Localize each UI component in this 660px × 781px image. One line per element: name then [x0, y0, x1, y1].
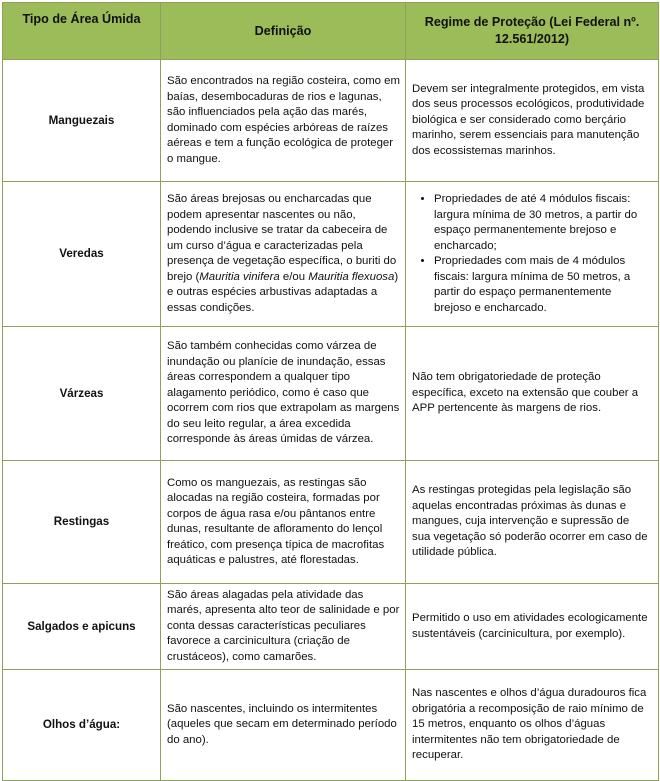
regime-bullet-list	[412, 192, 648, 316]
table-row	[3, 670, 659, 781]
regime-bullet: • Propriedades de até 4 módulos fiscais: largura mínima de 30 metros, a partir do espaço permanentemente brejoso e encharcado;	[434, 192, 648, 254]
definition-cell: São áreas alagadas pela atividade das marés, apresenta alto teor de salinidade e por conta dessas características peculiares favorece a carcinicultura (criação de crustáceos), como camarões.	[161, 584, 406, 670]
definition-cell: São nascentes, incluindo os intermitentes (aqueles que secam em determinado período do ano).	[161, 670, 406, 781]
header-protection-regime: Regime de Proteção (Lei Federal nº. 12.561/2012)	[406, 3, 659, 60]
table-row	[3, 327, 659, 461]
species-name: Mauritia vinifera	[199, 270, 280, 283]
definition-cell: Como os manguezais, as restingas são alocadas na região costeira, formadas por corpos de água rasa e/ou pântanos entre dunas, resultante de afloramento do lençol freático, com presença típica de macrofitas aquáticas e palustres, até florestadas.	[161, 461, 406, 584]
definition-cell	[161, 182, 406, 327]
definition-cell: São também conhecidas como várzea de inundação ou planície de inundação, essas áreas correspondem a qualquer tipo alagamento periódico, como é caso que ocorrem com rios que extrapolam as margens do seu leito regular, a área excedida corresponde às áreas úmidas de várzea.	[161, 327, 406, 461]
wetland-type-cell: Várzeas	[3, 327, 161, 461]
species-name: Mauritia flexuosa	[308, 270, 395, 283]
definition-cell: São encontrados na região costeira, como em baías, desembocaduras de rios e lagunas, são influenciados pela ação das marés, dominado com espécies arbóreas de raízes aéreas e tem a função ecológica de proteger o mangue.	[161, 60, 406, 182]
header-definition: Definição	[161, 3, 406, 60]
wetlands-table	[2, 2, 659, 781]
header-wetland-type: Tipo de Área Úmida	[3, 3, 161, 60]
wetland-type-cell: Olhos d’água:	[3, 670, 161, 781]
definition-text: ) e outras espécies arbustivas adaptadas a essas condições.	[167, 270, 399, 314]
wetland-type-cell: Salgados e apicuns	[3, 584, 161, 670]
table-row	[3, 584, 659, 670]
table-body	[3, 60, 659, 781]
regime-cell: Permitido o uso em atividades ecologicamente sustentáveis (carcinicultura, por exemplo).	[406, 584, 659, 670]
table-header	[3, 3, 659, 60]
table-row	[3, 461, 659, 584]
regime-bullet: • Propriedades com mais de 4 módulos fiscais: largura mínima de 50 metros, a partir do espaço permanentemente brejoso e encharcado.	[434, 254, 648, 316]
table-row	[3, 60, 659, 182]
definition-text: e/ou	[279, 270, 309, 283]
table-row	[3, 182, 659, 327]
header-row	[3, 3, 659, 60]
regime-cell: Devem ser integralmente protegidos, em vista dos seus processos ecológicos, produtividade biológica e ser considerado como berçário marinho, serem essenciais para manutenção dos ecossistemas marinhos.	[406, 60, 659, 182]
regime-cell: Não tem obrigatoriedade de proteção específica, exceto na extensão que couber a APP pertencente às margens de rios.	[406, 327, 659, 461]
wetland-type-cell: Manguezais	[3, 60, 161, 182]
definition-text: São áreas brejosas ou encharcadas que podem apresentar nascentes ou não, podendo inclusive se tratar da cabeceira de um curso d’água e caracterizadas pela presença de vegetação específica, o buriti do brejo (	[167, 193, 397, 283]
regime-cell	[406, 182, 659, 327]
wetland-type-cell: Restingas	[3, 461, 161, 584]
regime-cell: As restingas protegidas pela legislação são aquelas encontradas próximas às dunas e mangues, cuja intervenção e supressão de sua vegetação só poderão ocorrer em caso de utilidade pública.	[406, 461, 659, 584]
regime-cell: Nas nascentes e olhos d’água duradouros fica obrigatória a recomposição de raio mínimo de 15 metros, enquanto os olhos d’águas intermitentes não tem obrigatoriedade de recuperar.	[406, 670, 659, 781]
wetland-type-cell: Veredas	[3, 182, 161, 327]
